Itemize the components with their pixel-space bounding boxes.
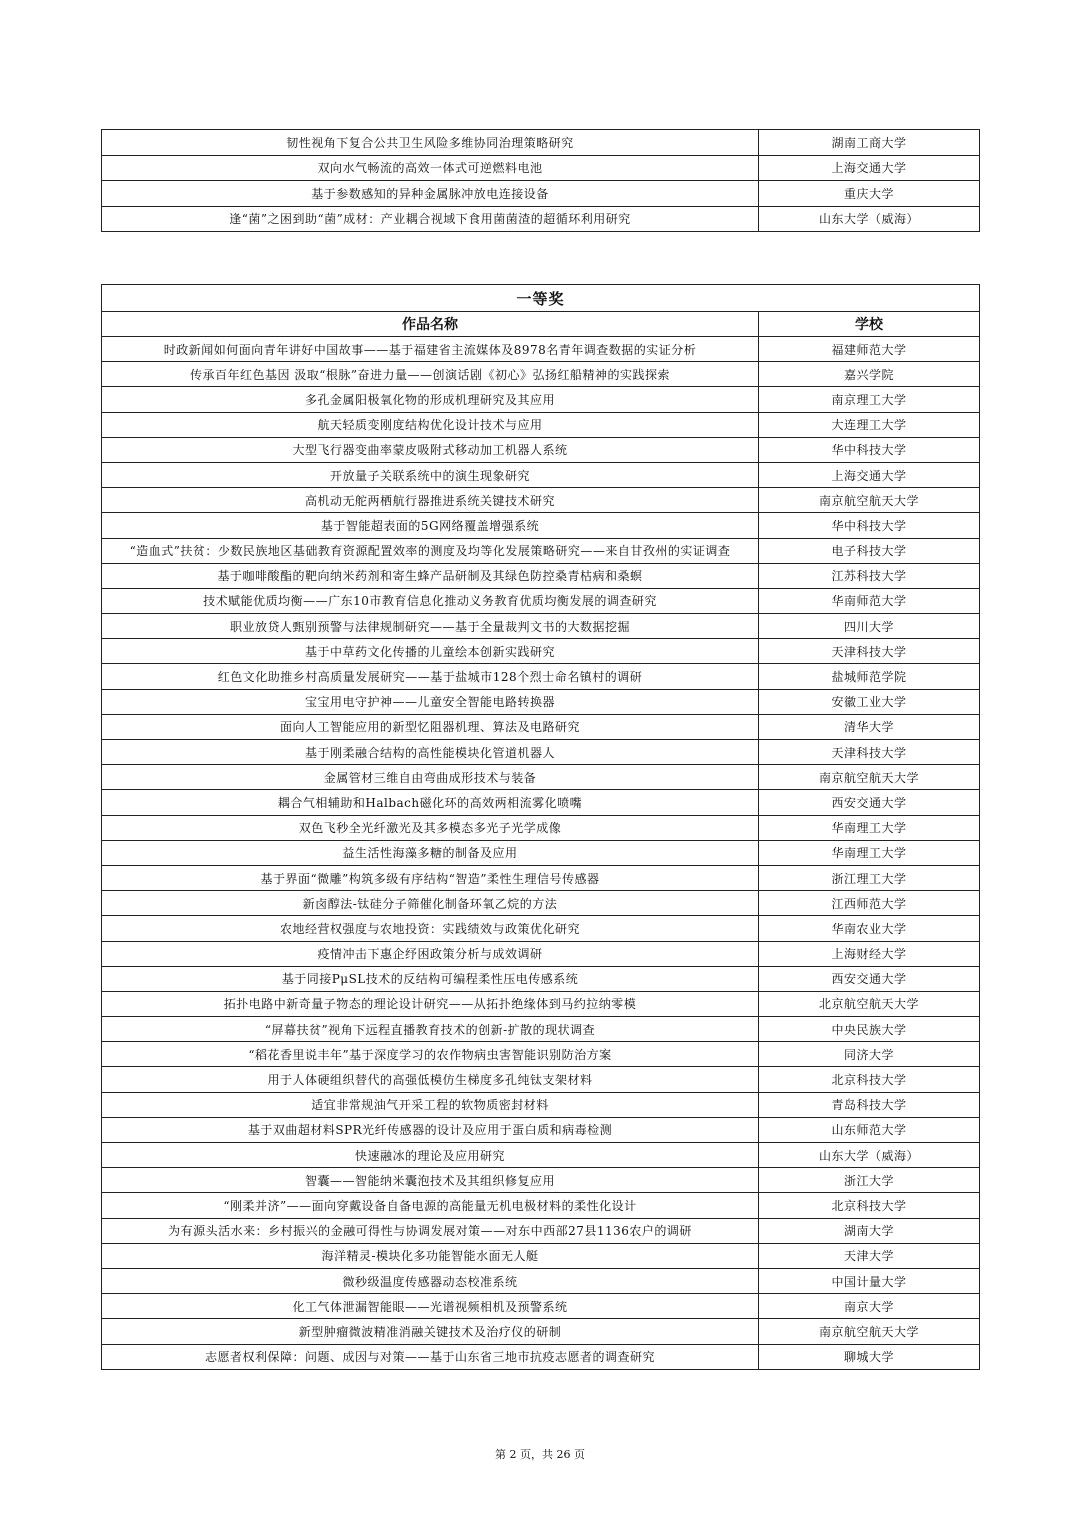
project-title: “屏幕扶贫”视角下远程直播教育技术的创新-扩散的现状调查: [102, 1017, 759, 1042]
table-row: [102, 891, 980, 916]
table-row: [102, 815, 980, 840]
school-name: 盐城师范学院: [759, 664, 980, 689]
project-title: 传承百年红色基因 汲取“根脉”奋进力量——创演话剧《初心》弘扬红船精神的实践探索: [102, 362, 759, 387]
table-row: [102, 1344, 980, 1369]
table-row: [102, 362, 980, 387]
table-row: [102, 538, 980, 563]
school-name: 北京科技大学: [759, 1193, 980, 1218]
project-title: 基于咖啡酸酯的靶向纳米药剂和寄生蜂产品研制及其绿色防控桑青枯病和桑螟: [102, 563, 759, 588]
project-title: 高机动无舵两栖航行器推进系统关键技术研究: [102, 488, 759, 513]
school-name: 天津大学: [759, 1243, 980, 1268]
column-header-school: 学校: [759, 312, 980, 337]
project-title: “稻花香里说丰年”基于深度学习的农作物病虫害智能识别防治方案: [102, 1042, 759, 1067]
school-name: 上海财经大学: [759, 941, 980, 966]
project-title: 基于参数感知的异种金属脉冲放电连接设备: [102, 181, 759, 207]
school-name: 浙江大学: [759, 1168, 980, 1193]
school-name: 青岛科技大学: [759, 1092, 980, 1117]
table-row: [102, 614, 980, 639]
table-row: [102, 1042, 980, 1067]
school-name: 江西师范大学: [759, 891, 980, 916]
table-row: [102, 437, 980, 462]
school-name: 西安交通大学: [759, 966, 980, 991]
table-row: [102, 714, 980, 739]
table-row: [102, 1017, 980, 1042]
project-title: 益生活性海藻多糖的制备及应用: [102, 840, 759, 865]
table-row: [102, 563, 980, 588]
school-name: 西安交通大学: [759, 790, 980, 815]
table-row: [102, 941, 980, 966]
school-name: 清华大学: [759, 714, 980, 739]
project-title: 适宜非常规油气开采工程的软物质密封材料: [102, 1092, 759, 1117]
project-title: 基于智能超表面的5G网络覆盖增强系统: [102, 513, 759, 538]
project-title: 拓扑电路中新奇量子物态的理论设计研究——从拓扑绝缘体到马约拉纳零模: [102, 991, 759, 1016]
school-name: 南京航空航天大学: [759, 1319, 980, 1344]
project-title: 逢“菌”之困到助“菌”成材：产业耦合视域下食用菌菌渣的超循环利用研究: [102, 206, 759, 232]
school-name: 上海交通大学: [759, 462, 980, 487]
column-header-name: 作品名称: [102, 312, 759, 337]
table-row: [102, 765, 980, 790]
school-name: 江苏科技大学: [759, 563, 980, 588]
table-row: [102, 1218, 980, 1243]
project-title: 职业放贷人甄别预警与法律规制研究——基于全量裁判文书的大数据挖掘: [102, 614, 759, 639]
table-row: [102, 337, 980, 362]
table-row: [102, 840, 980, 865]
school-name: 聊城大学: [759, 1344, 980, 1369]
project-title: 面向人工智能应用的新型忆阻器机理、算法及电路研究: [102, 714, 759, 739]
project-title: 技术赋能优质均衡——广东10市教育信息化推动义务教育优质均衡发展的调查研究: [102, 588, 759, 613]
table-row: [102, 1168, 980, 1193]
column-header-row: [102, 312, 980, 337]
page-number: 第 2 页，共 26 页: [495, 1448, 585, 1461]
project-title: 大型飞行器变曲率蒙皮吸附式移动加工机器人系统: [102, 437, 759, 462]
project-title: 基于同接PμSL技术的反结构可编程柔性压电传感系统: [102, 966, 759, 991]
school-name: 华南师范大学: [759, 588, 980, 613]
project-title: 耦合气相辅助和Halbach磁化环的高效两相流雾化喷嘴: [102, 790, 759, 815]
table-row: [102, 966, 980, 991]
school-name: 南京大学: [759, 1294, 980, 1319]
project-title: 快速融冰的理论及应用研究: [102, 1143, 759, 1168]
project-title: 多孔金属阳极氧化物的形成机理研究及其应用: [102, 387, 759, 412]
table-row: [102, 991, 980, 1016]
school-name: 湖南大学: [759, 1218, 980, 1243]
table-row: [102, 740, 980, 765]
school-name: 南京航空航天大学: [759, 765, 980, 790]
school-name: 北京科技大学: [759, 1067, 980, 1092]
section-title-row: [102, 285, 980, 312]
table-row: [102, 865, 980, 890]
school-name: 天津科技大学: [759, 740, 980, 765]
project-title: 双色飞秒全光纤激光及其多模态多光子光学成像: [102, 815, 759, 840]
school-name: 电子科技大学: [759, 538, 980, 563]
school-name: 山东师范大学: [759, 1117, 980, 1142]
project-title: 红色文化助推乡村高质量发展研究——基于盐城市128个烈士命名镇村的调研: [102, 664, 759, 689]
table-row: [102, 206, 980, 232]
school-name: 嘉兴学院: [759, 362, 980, 387]
table-row: [102, 1243, 980, 1268]
table-row: [102, 488, 980, 513]
school-name: 华南理工大学: [759, 840, 980, 865]
school-name: 华中科技大学: [759, 437, 980, 462]
school-name: 华南理工大学: [759, 815, 980, 840]
table-row: [102, 513, 980, 538]
school-name: 天津科技大学: [759, 639, 980, 664]
school-name: 南京航空航天大学: [759, 488, 980, 513]
project-title: 新卤醇法-钛硅分子筛催化制备环氧乙烷的方法: [102, 891, 759, 916]
previous-award-table: [101, 129, 980, 232]
school-name: 大连理工大学: [759, 412, 980, 437]
school-name: 北京航空航天大学: [759, 991, 980, 1016]
table-row: [102, 130, 980, 156]
table-row: [102, 790, 980, 815]
project-title: 韧性视角下复合公共卫生风险多维协同治理策略研究: [102, 130, 759, 156]
school-name: 山东大学（威海）: [759, 206, 980, 232]
table-row: [102, 387, 980, 412]
table-row: [102, 1294, 980, 1319]
project-title: “造血式”扶贫：少数民族地区基础教育资源配置效率的测度及均等化发展策略研究——来自甘孜州的实证调查: [102, 538, 759, 563]
school-name: 南京理工大学: [759, 387, 980, 412]
table-row: [102, 689, 980, 714]
project-title: 开放量子关联系统中的演生现象研究: [102, 462, 759, 487]
project-title: 用于人体硬组织替代的高强低模仿生梯度多孔纯钛支架材料: [102, 1067, 759, 1092]
table-row: [102, 664, 980, 689]
project-title: 化工气体泄漏智能眼——光谱视频相机及预警系统: [102, 1294, 759, 1319]
school-name: 华南农业大学: [759, 916, 980, 941]
school-name: 中国计量大学: [759, 1268, 980, 1293]
project-title: 智囊——智能纳米囊泡技术及其组织修复应用: [102, 1168, 759, 1193]
school-name: 福建师范大学: [759, 337, 980, 362]
school-name: 四川大学: [759, 614, 980, 639]
project-title: 志愿者权利保障：问题、成因与对策——基于山东省三地市抗疫志愿者的调查研究: [102, 1344, 759, 1369]
school-name: 中央民族大学: [759, 1017, 980, 1042]
school-name: 华中科技大学: [759, 513, 980, 538]
project-title: 宝宝用电守护神——儿童安全智能电路转换器: [102, 689, 759, 714]
table-row: [102, 639, 980, 664]
table-row: [102, 155, 980, 181]
table-row: [102, 1092, 980, 1117]
school-name: 重庆大学: [759, 181, 980, 207]
table-row: [102, 1143, 980, 1168]
school-name: 山东大学（威海）: [759, 1143, 980, 1168]
project-title: 基于双曲超材料SPR光纤传感器的设计及应用于蛋白质和病毒检测: [102, 1117, 759, 1142]
project-title: “刚柔并济”——面向穿戴设备自备电源的高能量无机电极材料的柔性化设计: [102, 1193, 759, 1218]
project-title: 金属管材三维自由弯曲成形技术与装备: [102, 765, 759, 790]
school-name: 浙江理工大学: [759, 865, 980, 890]
table-row: [102, 1268, 980, 1293]
project-title: 航天轻质变刚度结构优化设计技术与应用: [102, 412, 759, 437]
table-row: [102, 916, 980, 941]
table-row: [102, 588, 980, 613]
table-row: [102, 1193, 980, 1218]
project-title: 基于界面“微雕”构筑多级有序结构“智造”柔性生理信号传感器: [102, 865, 759, 890]
table-row: [102, 1067, 980, 1092]
table-row: [102, 1117, 980, 1142]
project-title: 为有源头活水来：乡村振兴的金融可得性与协调发展对策——对东中西部27县1136农户的调研: [102, 1218, 759, 1243]
project-title: 农地经营权强度与农地投资：实践绩效与政策优化研究: [102, 916, 759, 941]
table-row: [102, 462, 980, 487]
project-title: 疫情冲击下惠企纾困政策分析与成效调研: [102, 941, 759, 966]
project-title: 海洋精灵-模块化多功能智能水面无人艇: [102, 1243, 759, 1268]
project-title: 新型肿瘤微波精准消融关键技术及治疗仪的研制: [102, 1319, 759, 1344]
section-title: 一等奖: [102, 285, 980, 312]
table-row: [102, 1319, 980, 1344]
project-title: 微秒级温度传感器动态校准系统: [102, 1268, 759, 1293]
project-title: 时政新闻如何面向青年讲好中国故事——基于福建省主流媒体及8978名青年调查数据的实证分析: [102, 337, 759, 362]
project-title: 基于刚柔融合结构的高性能模块化管道机器人: [102, 740, 759, 765]
school-name: 同济大学: [759, 1042, 980, 1067]
school-name: 安徽工业大学: [759, 689, 980, 714]
project-title: 基于中草药文化传播的儿童绘本创新实践研究: [102, 639, 759, 664]
table-row: [102, 412, 980, 437]
school-name: 湖南工商大学: [759, 130, 980, 156]
first-prize-table: [101, 284, 980, 1370]
school-name: 上海交通大学: [759, 155, 980, 181]
project-title: 双向水气畅流的高效一体式可逆燃料电池: [102, 155, 759, 181]
table-row: [102, 181, 980, 207]
